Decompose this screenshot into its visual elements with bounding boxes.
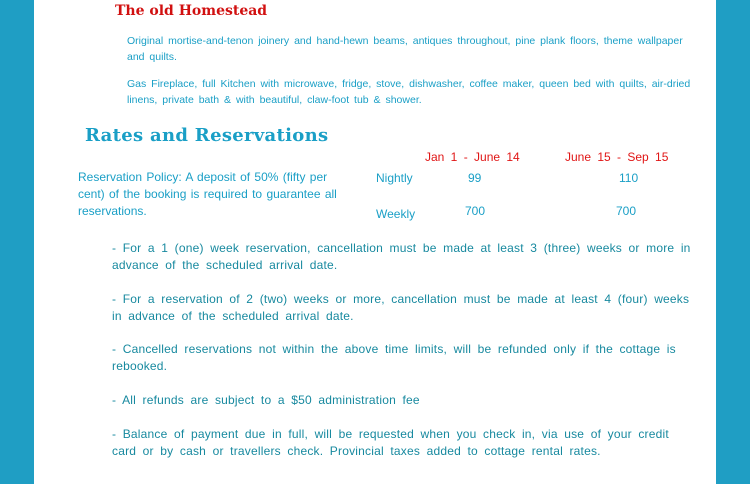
term-admin-fee: - All refunds are subject to a $50 administration fee (112, 393, 420, 407)
nightly-label: Nightly (376, 171, 413, 185)
homestead-description: Original mortise-and-tenon joinery and hand-hewn beams, antiques throughout, pine plank floors, theme wallpaper and quilts. (127, 35, 683, 63)
season-1-header: Jan 1 - June 14 (425, 150, 520, 164)
term-one-week-cancellation: - For a 1 (one) week reservation, cancellation must be made at least 3 (three) weeks or more in advance of the scheduled arrival date. (112, 241, 691, 272)
term-balance-payment: - Balance of payment due in full, will be requested when you check in, via use of your credit card or by cash or travellers check. Provincial taxes added to cottage rental rates. (112, 427, 669, 458)
homestead-amenities: Gas Fireplace, full Kitchen with microwave, fridge, stove, dishwasher, coffee maker, queen bed with quilts, air-dried linens, private bath & with beautiful, claw-foot tub & shower. (127, 78, 691, 106)
season-2-header: June 15 - Sep 15 (565, 150, 669, 164)
content-panel (34, 0, 716, 484)
reservation-policy: Reservation Policy: A deposit of 50% (fifty per cent) of the booking is required to guarantee all reservations. (78, 170, 337, 218)
rates-title: Rates and Reservations (85, 125, 329, 146)
nightly-rate-season-2: 110 (619, 171, 639, 185)
homestead-title: The old Homestead (115, 3, 268, 19)
term-refund-rebooked: - Cancelled reservations not within the above time limits, will be refunded only if the cottage is rebooked. (112, 342, 676, 373)
nightly-rate-season-1: 99 (468, 171, 482, 185)
weekly-rate-season-2: 700 (616, 204, 637, 218)
term-two-week-cancellation: - For a reservation of 2 (two) weeks or more, cancellation must be made at least 4 (four) weeks in advance of the scheduled arrival date. (112, 292, 690, 323)
weekly-label: Weekly (376, 207, 416, 221)
weekly-rate-season-1: 700 (465, 204, 486, 218)
